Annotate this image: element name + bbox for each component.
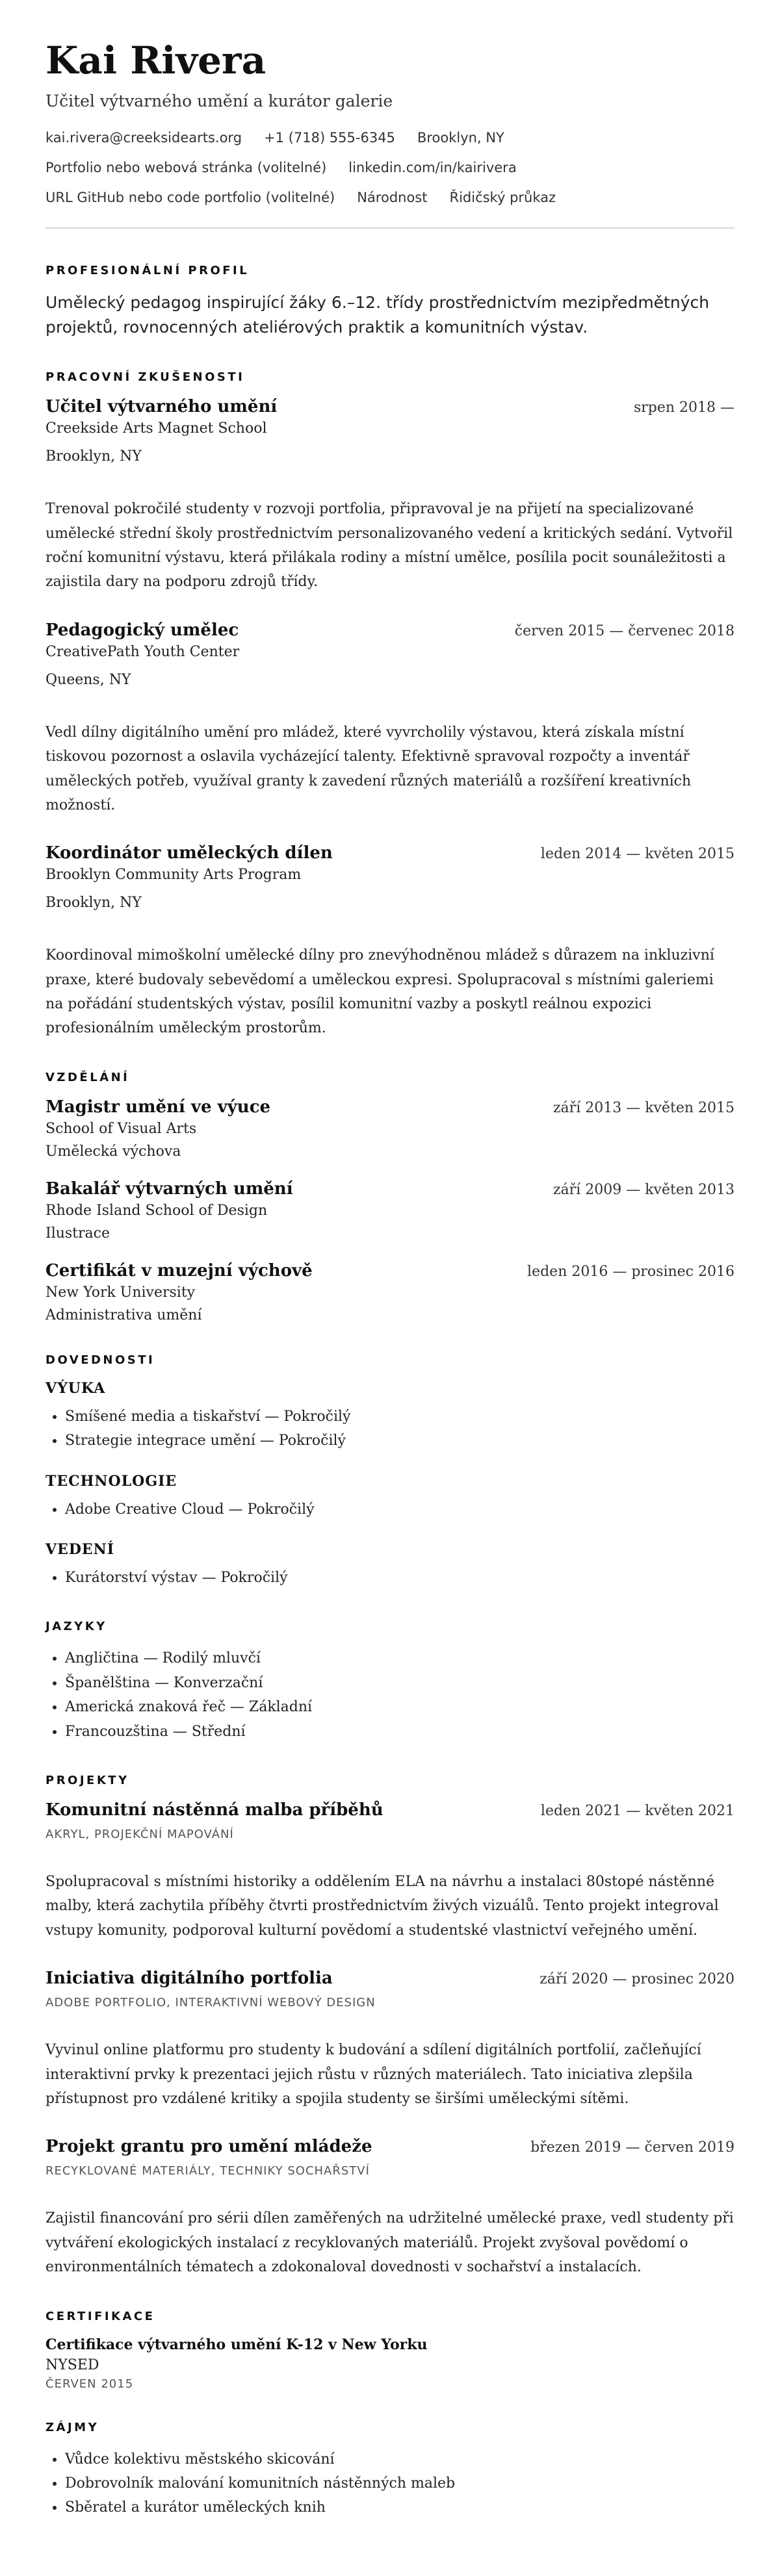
job-location: Brooklyn, NY (46, 448, 142, 465)
degree: Bakalář výtvarných umění (46, 1179, 293, 1199)
skills-section (46, 1353, 734, 1590)
school: Rhode Island School of Design (46, 1202, 268, 1219)
skill-group-title: TECHNOLOGIE (46, 1472, 177, 1490)
job-title: Koordinátor uměleckých dílen (46, 843, 333, 863)
school: School of Visual Arts (46, 1120, 197, 1137)
education-dates: září 2013 — květen 2015 (552, 1099, 734, 1116)
skill-item: • Kurátorství výstav — Pokročilý (65, 1566, 734, 1590)
job-dates: srpen 2018 — (633, 400, 734, 416)
project-name: Iniciativa digitálního portfolia (46, 1969, 333, 1989)
entry-head (46, 1179, 734, 1199)
section-title: CERTIFIKACE (46, 2309, 155, 2323)
field-of-study: Ilustrace (46, 1225, 110, 1242)
phone-number[interactable]: +1 (718) 555-6345 (264, 129, 395, 146)
entry-head (46, 397, 734, 416)
candidate-headline: Učitel výtvarného umění a kurátor galerie (46, 91, 393, 110)
certification-issuer: NYSED (46, 2356, 99, 2373)
project-dates: září 2020 — prosinec 2020 (540, 1971, 734, 1988)
education-entry (46, 1097, 734, 1160)
experience-entry (46, 843, 734, 1041)
field-of-study: Umělecká výchova (46, 1143, 181, 1160)
project-technologies: AKRYL, PROJEKČNÍ MAPOVÁNÍ (46, 1828, 234, 1841)
education-entry (46, 1261, 734, 1323)
driving-license: Řidičský průkaz (449, 189, 556, 205)
employer: Creekside Arts Magnet School (46, 420, 267, 437)
section-title: PROFESIONÁLNÍ PROFIL (46, 263, 250, 277)
certification-entry (46, 2336, 734, 2391)
job-location: Brooklyn, NY (46, 895, 142, 912)
resume-header (46, 39, 734, 205)
project-description: Zajistil financování pro sérii dílen zaměřených na udržitelné umělecké praxe, vedl studenty při vytváření ekologických instalací z recyklovaných materiálů. Projekt zvyšoval povědomí o environmentálních tématech a zdokonaloval dovednosti v sochařství a instalacích. (46, 2210, 734, 2276)
section-title: ZÁJMY (46, 2420, 99, 2434)
education-dates: leden 2016 — prosinec 2016 (527, 1263, 734, 1280)
project-technologies: RECYKLOVANÉ MATERIÁLY, TECHNIKY SOCHAŘSTVÍ (46, 2164, 370, 2178)
projects-section (46, 1774, 734, 2280)
contact-row-1 (46, 130, 734, 146)
entry-head (46, 2137, 734, 2156)
language-item: • Angličtina — Rodilý mluvčí (65, 1646, 734, 1670)
experience-section (46, 370, 734, 1041)
section-title: DOVEDNOSTI (46, 1353, 155, 1367)
skill-group-title: VEDENÍ (46, 1541, 115, 1559)
project-description: Spolupracoval s místními historiky a oddělením ELA na návrhu a instalaci 80stopé nástěnné malby, která zachytila příběhy čtvrti prostřednictvím živých vizuálů. Tento projekt integroval vstupy komunity, podporoval kulturní povědomí a studentské vlastnictví veřejného umění. (46, 1874, 719, 1939)
job-description: Vedl dílny digitálního umění pro mládež, které vyvrcholily výstavou, která získala místní tiskovou pozornost a oslavila vycházející talenty. Efektivně spravoval rozpočty a inventář uměleckých potřeb, využíval granty k zavedení různých materiálů a rozšíření kreativních možností. (46, 724, 692, 813)
project-name: Komunitní nástěnná malba příběhů (46, 1800, 384, 1820)
language-item: • Americká znaková řeč — Základní (65, 1695, 734, 1719)
interests-section (46, 2421, 734, 2520)
job-location: Queens, NY (46, 671, 131, 688)
skill-group-title: VÝUKA (46, 1379, 106, 1397)
language-item: • Španělština — Konverzační (65, 1671, 734, 1695)
section-title: VZDĚLÁNÍ (46, 1070, 130, 1084)
employer: CreativePath Youth Center (46, 643, 240, 660)
experience-entry (46, 620, 734, 818)
job-title: Pedagogický umělec (46, 620, 239, 640)
education-entry (46, 1179, 734, 1242)
interest-item: • Sběratel a kurátor uměleckých knih (65, 2495, 734, 2519)
section-title: JAZYKY (46, 1620, 107, 1634)
entry-head (46, 1969, 734, 1988)
skill-list (46, 1566, 734, 1590)
skill-item: • Adobe Creative Cloud — Pokročilý (65, 1498, 734, 1522)
job-description: Koordinoval mimoškolní umělecké dílny pro znevýhodněnou mládež s důrazem na inkluzivní praxe, které budovaly sebevědomí a uměleckou expresi. Spolupracoval s místními galeriemi na pořádání studentských výstav, posílil komunitní vazby a poskytl reálnou expozici profesionálním uměleckým prostorům. (46, 947, 714, 1037)
section-title: PROJEKTY (46, 1774, 129, 1787)
entry-head (46, 1800, 734, 1820)
school: New York University (46, 1284, 196, 1301)
degree: Certifikát v muzejní výchově (46, 1260, 313, 1281)
skill-list (46, 1498, 734, 1522)
skill-item: • Smíšené media a tiskařství — Pokročilý (65, 1405, 734, 1429)
project-description: Vyvinul online platformu pro studenty k budování a sdílení digitálních portfolií, začleňující interaktivní prvky k prezentaci jejich růstu v různých materiálech. Tato iniciativa zlepšila přístupnost pro vzdálené kritiky a spojila studenty se širšími uměleckými sítěmi. (46, 2042, 701, 2107)
degree: Magistr umění ve výuce (46, 1097, 271, 1117)
certifications-section (46, 2310, 734, 2391)
interest-item: • Vůdce kolektivu městského skicování (65, 2447, 734, 2471)
portfolio-link[interactable]: Portfolio nebo webová stránka (volitelné) (46, 159, 327, 175)
nationality: Národnost (357, 189, 428, 205)
interest-list (46, 2447, 734, 2520)
section-title: PRACOVNÍ ZKUŠENOSTI (46, 370, 245, 385)
project-dates: leden 2021 — květen 2021 (540, 1803, 734, 1819)
linkedin-link[interactable]: linkedin.com/in/kairivera (348, 159, 517, 175)
job-dates: leden 2014 — květen 2015 (540, 846, 734, 863)
entry-head (46, 620, 734, 640)
education-section (46, 1071, 734, 1323)
skill-list (46, 1405, 734, 1453)
project-entry (46, 1969, 734, 2111)
interest-item: • Dobrovolník malování komunitních nástěnných maleb (65, 2471, 734, 2495)
profile-section (46, 264, 734, 341)
skill-item: • Strategie integrace umění — Pokročilý (65, 1429, 734, 1453)
languages-section (46, 1620, 734, 1744)
certification-date: ČERVEN 2015 (46, 2377, 134, 2391)
field-of-study: Administrativa umění (46, 1307, 202, 1323)
entry-head (46, 843, 734, 863)
contact-row-3 (46, 190, 734, 205)
language-list (46, 1646, 734, 1744)
entry-head (46, 1097, 734, 1117)
job-dates: červen 2015 — červenec 2018 (514, 622, 734, 639)
candidate-name: Kai Rivera (46, 38, 266, 83)
project-entry (46, 1800, 734, 1943)
project-technologies: ADOBE PORTFOLIO, INTERAKTIVNÍ WEBOVÝ DESIGN (46, 1996, 376, 2010)
experience-entry (46, 397, 734, 594)
education-dates: září 2009 — květen 2013 (552, 1181, 734, 1198)
github-link[interactable]: URL GitHub nebo code portfolio (volitelné) (46, 189, 335, 205)
job-title: Učitel výtvarného umění (46, 397, 278, 417)
email-link[interactable]: kai.rivera@creeksidearts.org (46, 129, 242, 146)
entry-head (46, 1261, 734, 1281)
project-entry (46, 2137, 734, 2279)
job-description: Trenoval pokročilé studenty v rozvoji portfolia, připravoval je na přijetí na specializované umělecké střední školy prostřednictvím personalizovaného vedení a kritických sedání. Vytvořil roční komunitní výstavu, která přilákala rodiny a místní umělce, posílila pocit sounáležitosti a zajistila dary na podporu zdrojů třídy. (46, 501, 733, 591)
header-divider (46, 227, 734, 229)
language-item: • Francouzština — Střední (65, 1720, 734, 1744)
location: Brooklyn, NY (417, 129, 504, 146)
contact-row-2 (46, 160, 734, 175)
certification-name: Certifikace výtvarného umění K-12 v New Yorku (46, 2336, 428, 2353)
profile-summary: Umělecký pedagog inspirující žáky 6.–12. třídy prostřednictvím mezipředmětných projektů, rovnocenných ateliérových praktik a komunitních výstav. (46, 292, 710, 337)
employer: Brooklyn Community Arts Program (46, 867, 302, 884)
project-dates: březen 2019 — červen 2019 (530, 2139, 734, 2156)
project-name: Projekt grantu pro umění mládeže (46, 2137, 372, 2157)
